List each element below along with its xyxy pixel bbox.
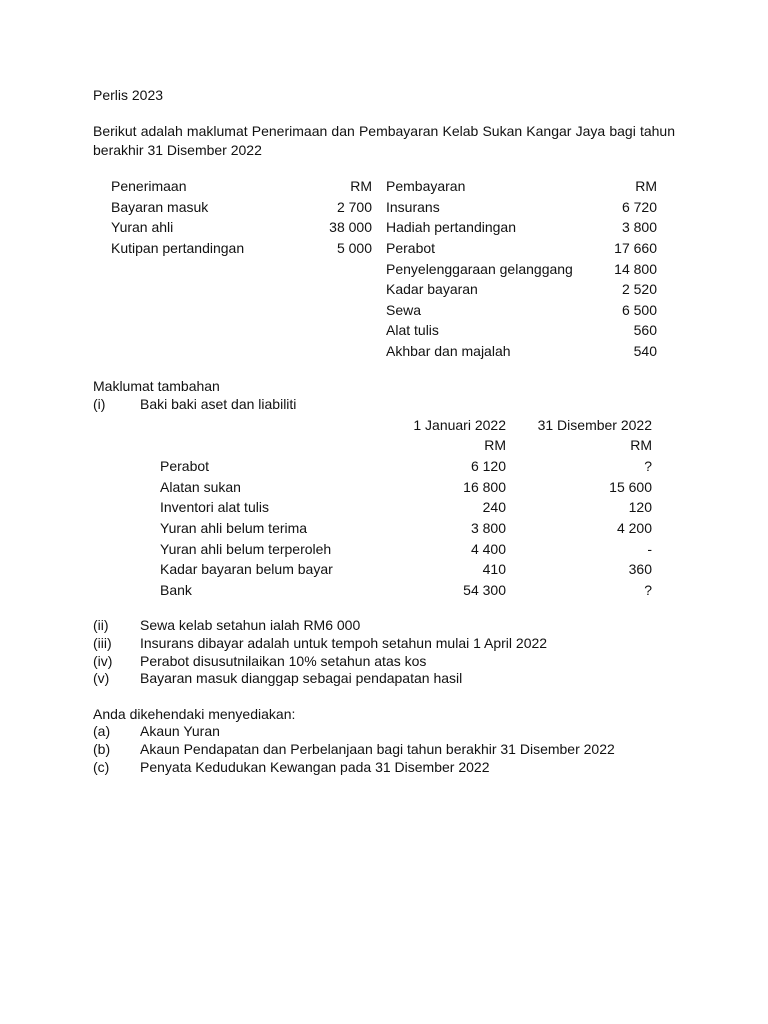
balance-jan: 4 400 — [470, 541, 506, 557]
balance-label: Yuran ahli belum terperoleh — [160, 541, 332, 557]
receipts-header: Penerimaan — [111, 178, 187, 194]
balance-label: Alatan sukan — [160, 479, 241, 495]
payment-amount: 14 800 — [614, 261, 657, 277]
balance-dec: - — [647, 541, 652, 557]
column-header-dec: 31 Disember 2022 — [537, 417, 652, 433]
balance-jan: 240 — [482, 499, 506, 515]
balance-label: Kadar bayaran belum bayar — [160, 561, 333, 577]
receipt-label: Bayaran masuk — [111, 199, 209, 215]
payment-label: Kadar bayaran — [386, 281, 478, 297]
required-text: Akaun Pendapatan dan Perbelanjaan bagi tahun berakhir 31 Disember 2022 — [140, 741, 615, 757]
payment-label: Alat tulis — [386, 322, 439, 338]
required-text: Akaun Yuran — [140, 723, 220, 739]
balance-jan: 6 120 — [470, 458, 506, 474]
payment-label: Perabot — [386, 240, 436, 256]
note-text: Perabot disusutnilaikan 10% setahun atas kos — [140, 653, 427, 669]
payment-label: Hadiah pertandingan — [386, 219, 516, 235]
receipt-label: Kutipan pertandingan — [111, 240, 245, 256]
required-number: (a) — [93, 723, 111, 739]
balance-label: Perabot — [160, 458, 210, 474]
balance-jan: 410 — [482, 561, 506, 577]
balance-label: Inventori alat tulis — [160, 499, 269, 515]
required-number: (c) — [93, 759, 110, 775]
payment-amount: 17 660 — [614, 240, 657, 256]
payment-amount: 560 — [633, 322, 657, 338]
payment-amount: 6 720 — [621, 199, 657, 215]
required-title: Anda dikehendaki menyediakan: — [93, 706, 296, 722]
balance-label: Bank — [160, 582, 192, 598]
note-number: (ii) — [93, 617, 109, 633]
balance-label: Yuran ahli belum terima — [160, 520, 308, 536]
payment-amount: 540 — [633, 343, 657, 359]
balance-jan: 16 800 — [463, 479, 506, 495]
balance-dec: ? — [644, 582, 652, 598]
required-text: Penyata Kedudukan Kewangan pada 31 Disember 2022 — [140, 759, 490, 775]
item-number: (i) — [93, 396, 106, 412]
payment-amount: 6 500 — [621, 302, 657, 318]
note-number: (v) — [93, 670, 110, 686]
required-number: (b) — [93, 741, 111, 757]
balance-jan: 54 300 — [463, 582, 506, 598]
payment-amount: 2 520 — [621, 281, 657, 297]
receipt-label: Yuran ahli — [111, 219, 174, 235]
balance-jan: 3 800 — [470, 520, 506, 536]
note-text: Sewa kelab setahun ialah RM6 000 — [140, 617, 361, 633]
page-heading: Perlis 2023 — [93, 87, 164, 103]
note-number: (iii) — [93, 635, 112, 651]
additional-title: Maklumat tambahan — [93, 378, 220, 394]
receipt-amount: 2 700 — [336, 199, 372, 215]
payment-label: Sewa — [386, 302, 422, 318]
column-header-jan: 1 Januari 2022 — [413, 417, 506, 433]
payment-label: Penyelenggaraan gelanggang — [386, 261, 573, 277]
column-unit-jan: RM — [484, 437, 506, 453]
note-text: Insurans dibayar adalah untuk tempoh setahun mulai 1 April 2022 — [140, 635, 548, 651]
payment-label: Akhbar dan majalah — [386, 343, 511, 359]
balance-dec: ? — [644, 458, 652, 474]
receipt-amount: 5 000 — [336, 240, 372, 256]
note-number: (iv) — [93, 653, 113, 669]
balance-dec: 360 — [628, 561, 652, 577]
payments-header: Pembayaran — [386, 178, 466, 194]
balance-dec: 120 — [628, 499, 652, 515]
intro-paragraph: Berikut adalah maklumat Penerimaan dan Pembayaran Kelab Sukan Kangar Jaya bagi tahun berakhir 31 Disember 2022 — [93, 123, 675, 158]
receipts-unit: RM — [350, 178, 372, 194]
note-text: Bayaran masuk dianggap sebagai pendapatan hasil — [140, 670, 463, 686]
payments-unit: RM — [635, 178, 657, 194]
item-text: Baki baki aset dan liabiliti — [140, 396, 297, 412]
column-unit-dec: RM — [630, 437, 652, 453]
balance-dec: 15 600 — [609, 479, 652, 495]
receipt-amount: 38 000 — [329, 219, 372, 235]
payment-label: Insurans — [386, 199, 440, 215]
payment-amount: 3 800 — [621, 219, 657, 235]
balance-dec: 4 200 — [616, 520, 652, 536]
